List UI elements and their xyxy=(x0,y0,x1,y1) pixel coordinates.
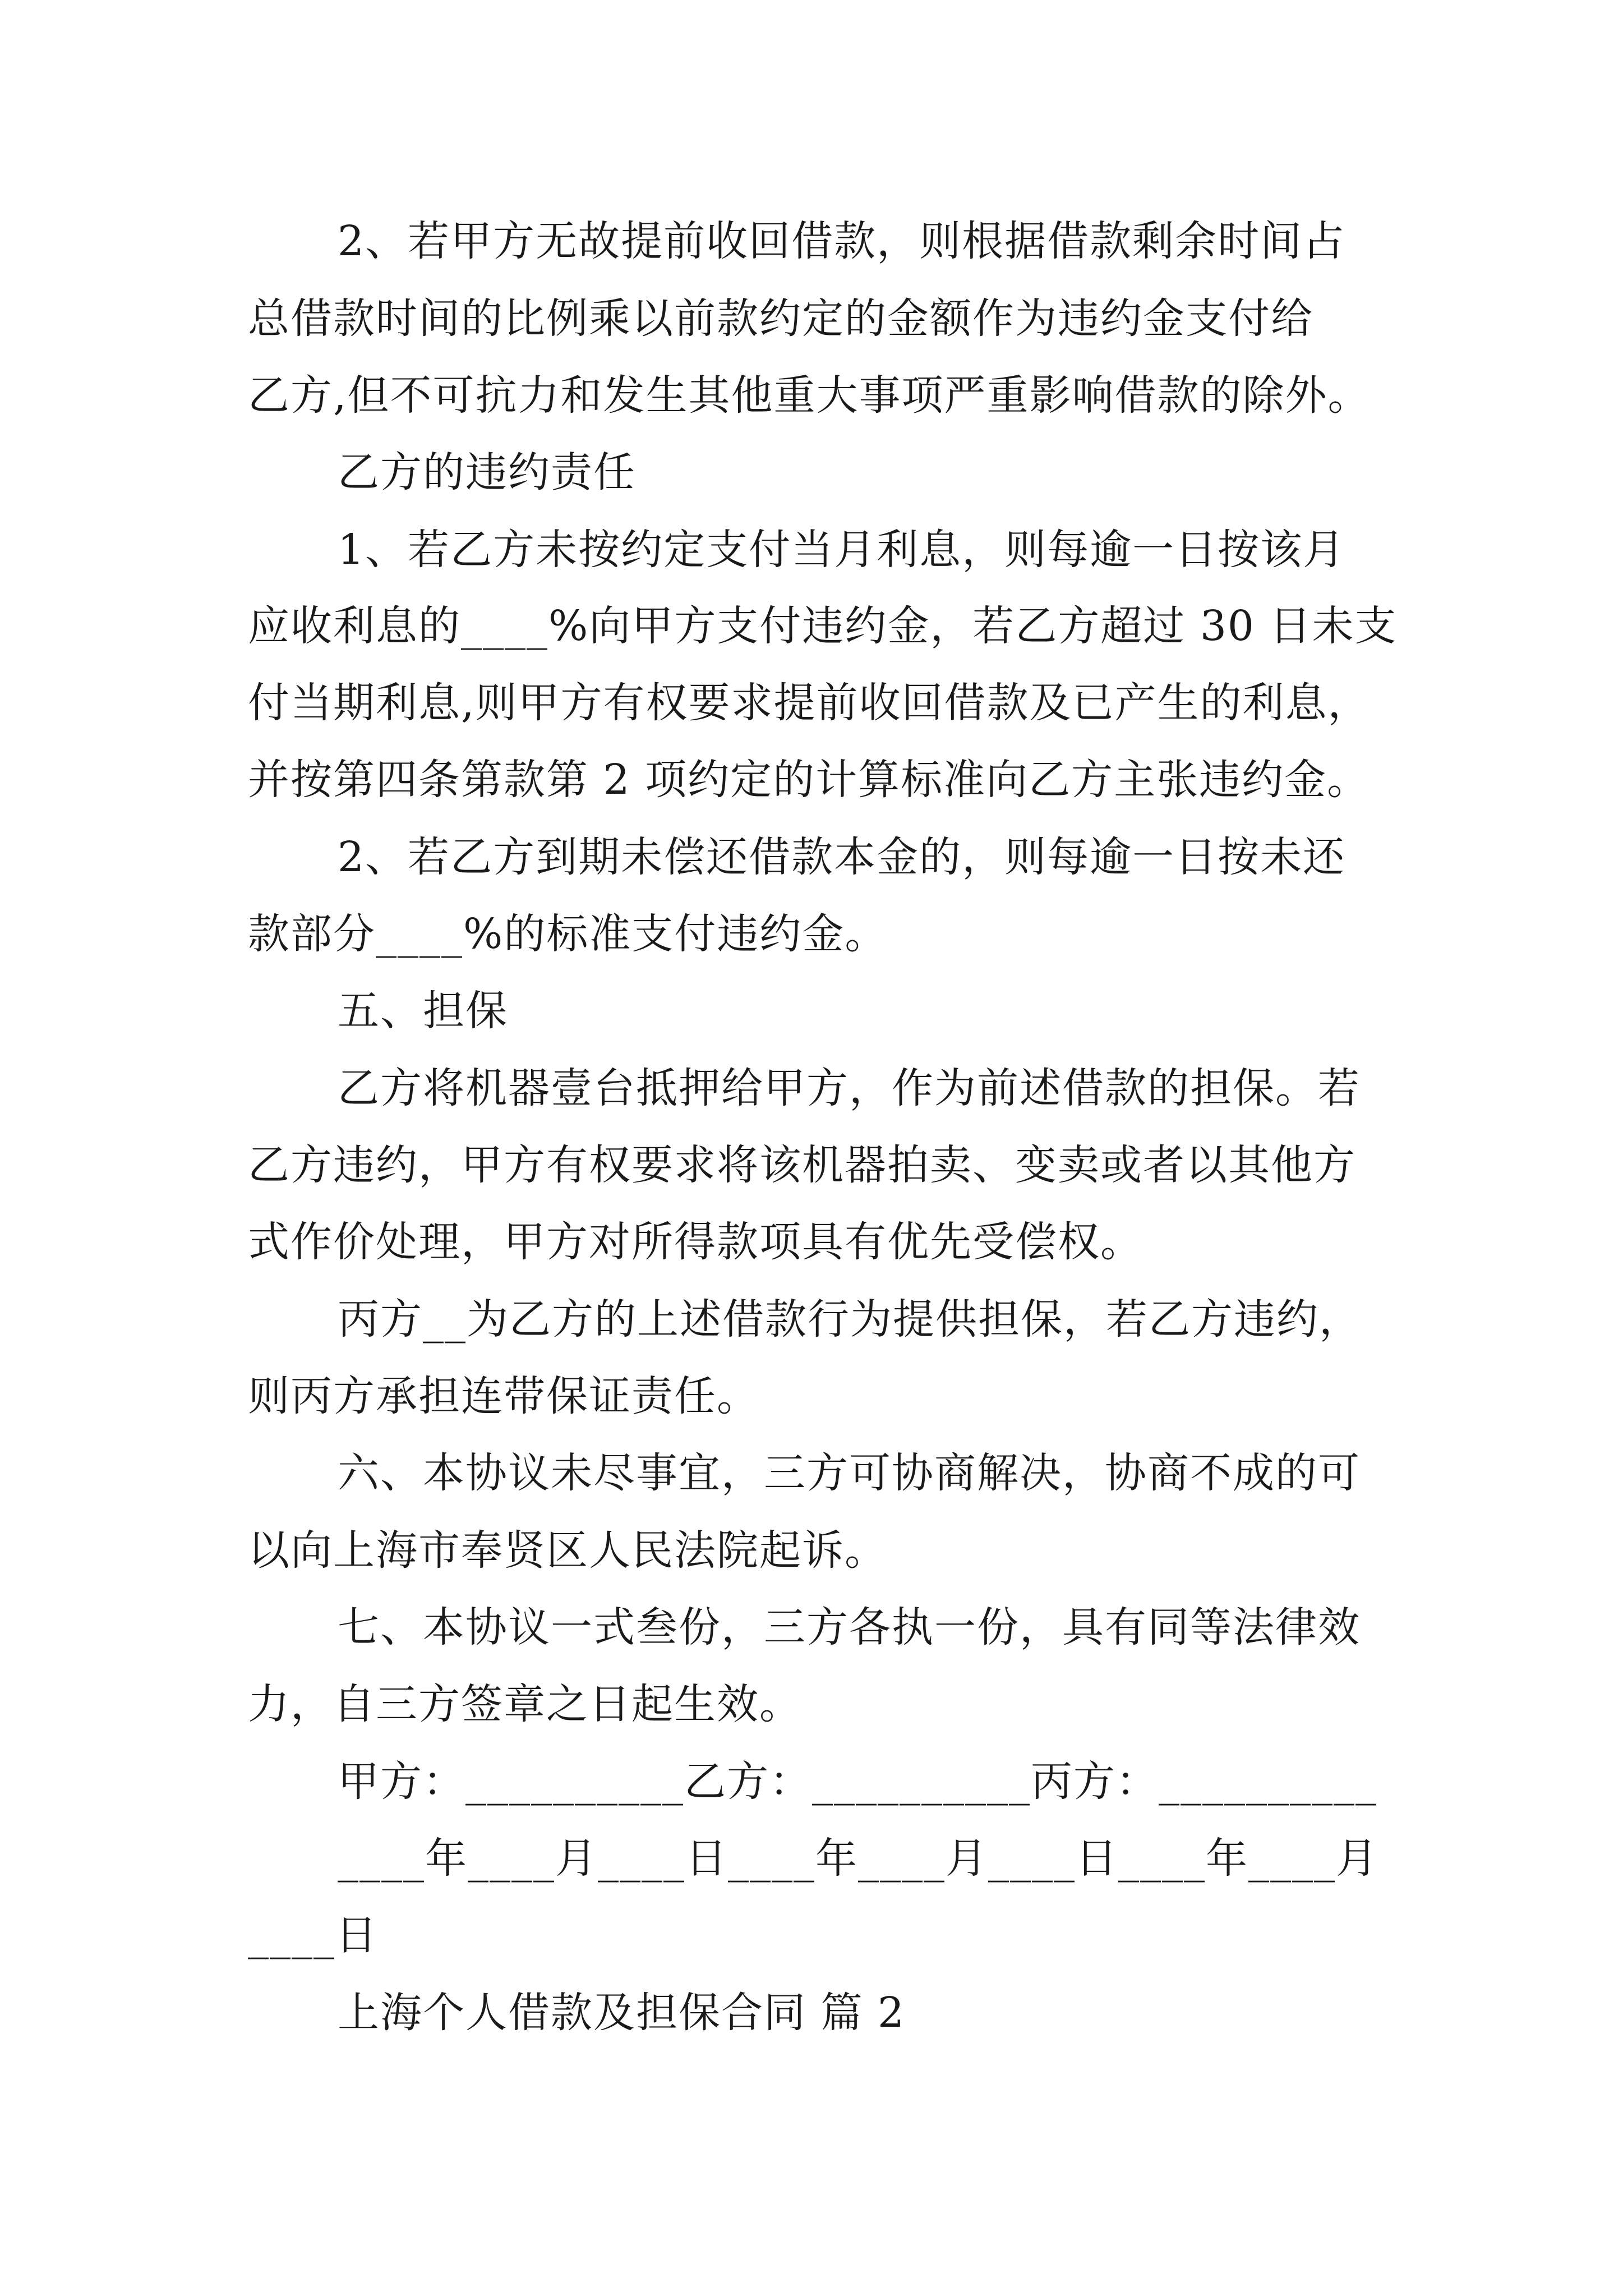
paragraph-line: 付当期利息,则甲方有权要求提前收回借款及已产生的利息， xyxy=(248,679,1371,727)
section-heading: 五、担保 xyxy=(338,987,508,1035)
section-title: 上海个人借款及担保合同 篇 2 xyxy=(338,1989,906,2037)
paragraph-line: 并按第四条第款第 2 项约定的计算标准向乙方主张违约金。 xyxy=(248,756,1370,804)
date-line: ____日 xyxy=(248,1911,378,1959)
paragraph-line: 丙方__为乙方的上述借款行为提供担保，若乙方违约， xyxy=(338,1295,1362,1343)
signature-line: 甲方：__________乙方：__________丙方：__________ xyxy=(338,1757,1377,1806)
paragraph-line: 则丙方承担连带保证责任。 xyxy=(248,1372,759,1420)
paragraph-line: 乙方,但不可抗力和发生其他重大事项严重影响借款的除外。 xyxy=(248,371,1371,420)
paragraph-line: 总借款时间的比例乘以前款约定的金额作为违约金支付给 xyxy=(248,295,1313,343)
paragraph-line: 力，自三方签章之日起生效。 xyxy=(248,1680,802,1728)
paragraph-line: 六、本协议未尽事宜，三方可协商解决，协商不成的可 xyxy=(338,1449,1361,1497)
paragraph-line: 应收利息的____%向甲方支付违约金，若乙方超过 30 日未支 xyxy=(248,602,1398,650)
date-line: ____年____月____日____年____月____日____年____月 xyxy=(338,1834,1378,1883)
paragraph-line: 2、若甲方无故提前收回借款，则根据借款剩余时间占 xyxy=(338,217,1346,265)
paragraph-line: 2、若乙方到期未偿还借款本金的，则每逾一日按未还 xyxy=(338,833,1346,881)
paragraph-line: 乙方违约，甲方有权要求将该机器拍卖、变卖或者以其他方 xyxy=(248,1141,1356,1189)
paragraph-line: 七、本协议一式叁份，三方各执一份，具有同等法律效 xyxy=(338,1603,1361,1651)
paragraph-line: 式作价处理，甲方对所得款项具有优先受偿权。 xyxy=(248,1218,1143,1266)
section-heading: 乙方的违约责任 xyxy=(338,448,636,496)
paragraph-line: 乙方将机器壹台抵押给甲方，作为前述借款的担保。若 xyxy=(338,1064,1361,1112)
paragraph-line: 1、若乙方未按约定支付当月利息，则每逾一日按该月 xyxy=(338,526,1346,574)
paragraph-line: 以向上海市奉贤区人民法院起诉。 xyxy=(248,1526,887,1575)
paragraph-line: 款部分____%的标准支付违约金。 xyxy=(248,910,888,958)
